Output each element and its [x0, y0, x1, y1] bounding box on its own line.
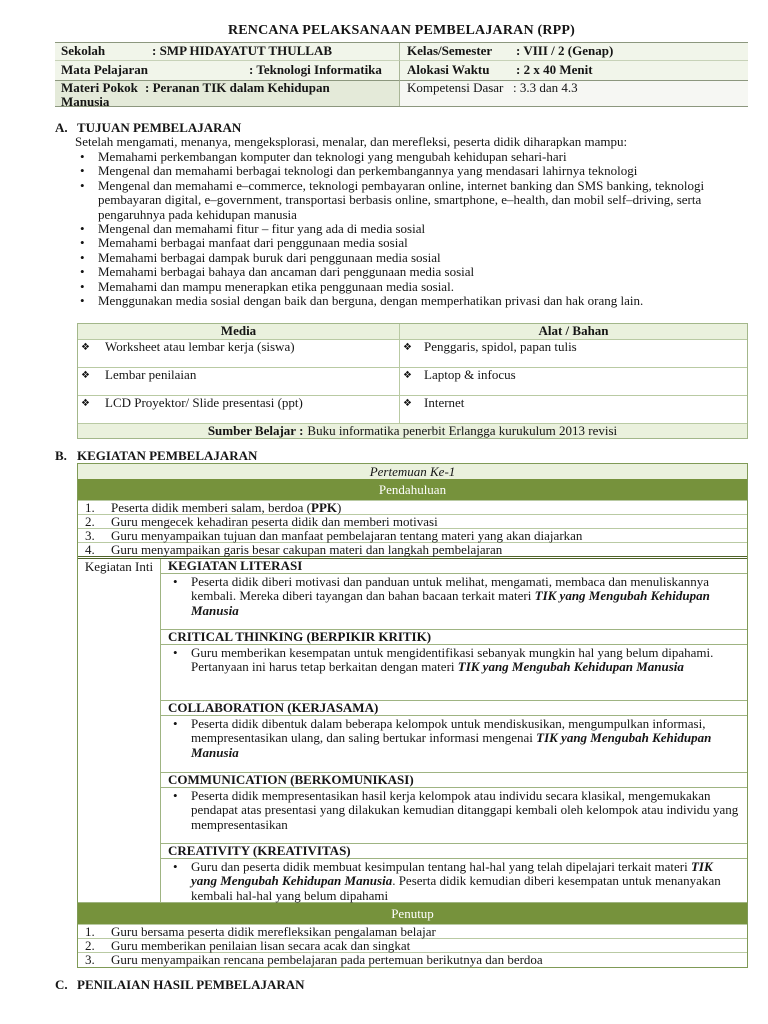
media-cell: [78, 340, 400, 367]
tools-header: Alat / Bahan: [538, 323, 609, 338]
closing-bar: Penutup: [78, 902, 747, 924]
critical-thinking-heading: CRITICAL THINKING (BERPIKIR KRITIK): [161, 629, 747, 645]
diamond-bullet-icon: ❖: [403, 398, 412, 409]
media-cell: [78, 396, 400, 423]
media-table: [77, 323, 748, 439]
diamond-bullet-icon: ❖: [81, 342, 90, 353]
introduction-row: [78, 528, 747, 542]
collaboration-heading: COLLABORATION (KERJASAMA): [161, 700, 747, 716]
basic-competency-label: Kompetensi Dasar: [407, 80, 504, 95]
activities-table: [77, 463, 748, 968]
learning-source-value: Buku informatika penerbit Erlangga kurukulum 2013 revisi: [307, 423, 618, 438]
section-b-heading: KEGIATAN PEMBELAJARAN: [77, 448, 258, 463]
critical-thinking-body: [161, 645, 747, 700]
meeting-label: Pertemuan Ke-1: [78, 464, 747, 479]
section-b-header: [55, 449, 748, 464]
bullet-dot-icon: •: [80, 264, 85, 280]
media-item: Worksheet atau lembar kerja (siswa): [105, 339, 295, 354]
media-cell: [78, 368, 400, 395]
diamond-bullet-icon: ❖: [403, 342, 412, 353]
bullet-dot-icon: •: [80, 149, 85, 164]
section-c-header: [55, 978, 748, 993]
row-number: 2.: [85, 514, 95, 529]
tools-cell: [400, 340, 747, 367]
collaboration-topic-emphasis: TIK yang Mengubah Kehidupan Manusia: [191, 730, 712, 760]
collaboration-text: Peserta didik dibentuk dalam beberapa kelompok untuk mendiskusikan, mengumpulkan informasi, mempresentasikan ulang, dan saling bertukar informasi mengenai: [191, 716, 706, 746]
bullet-dot-icon: •: [80, 235, 85, 251]
media-row: [78, 339, 747, 367]
closing-text: Guru menyampaikan rencana pembelajaran pada pertemuan berikutnya dan berdoa: [111, 952, 543, 967]
introduction-text-part: Peserta didik memberi salam, berdoa (: [111, 500, 311, 515]
bullet-dot-icon: •: [80, 221, 85, 237]
bullet-dot-icon: •: [173, 788, 178, 803]
creativity-text: Guru dan peserta didik membuat kesimpulan tentang hal-hal yang telah dipelajari terkait materi: [191, 859, 691, 874]
introduction-text: Guru mengecek kehadiran peserta didik dan memberi motivasi: [111, 514, 438, 529]
document-title: RENCANA PELAKSANAAN PEMBELAJARAN (RPP): [227, 23, 576, 38]
introduction-row: [78, 500, 747, 514]
section-c-heading: PENILAIAN HASIL PEMBELAJARAN: [77, 977, 305, 992]
diamond-bullet-icon: ❖: [403, 370, 412, 381]
objective-item: [80, 222, 748, 236]
core-activity-label: Kegiatan Inti: [78, 559, 161, 902]
bullet-dot-icon: •: [80, 177, 85, 193]
bullet-dot-icon: •: [173, 574, 178, 589]
objective-item: [80, 179, 748, 222]
basic-competency-cell: [400, 81, 748, 106]
introduction-text: Guru menyampaikan garis besar cakupan materi dan langkah pembelajaran: [111, 542, 503, 557]
media-row: [78, 395, 747, 423]
core-activity-block: [78, 559, 747, 902]
bullet-dot-icon: •: [80, 163, 85, 179]
objective-item: [80, 164, 748, 178]
row-number: 2.: [85, 938, 95, 953]
school-value: : SMP HIDAYATUT THULLAB: [152, 43, 333, 58]
subject-cell: [55, 61, 400, 81]
objectives-list: [80, 150, 748, 308]
media-item: Lembar penilaian: [105, 367, 197, 382]
section-a-heading: TUJUAN PEMBELAJARAN: [77, 120, 242, 135]
bullet-dot-icon: •: [173, 645, 178, 660]
school-cell: [55, 43, 400, 61]
section-b-letter: B.: [55, 448, 67, 463]
row-number: 3.: [85, 528, 95, 543]
subject-value: : Teknologi Informatika: [249, 62, 382, 77]
core-activity-content: [161, 559, 747, 902]
objective-item: [80, 150, 748, 164]
creativity-heading: CREATIVITY (KREATIVITAS): [161, 843, 747, 859]
objective-text: Mengenal dan memahami e–commerce, teknologi pembayaran online, internet banking dan SMS banking, teknologi pembayaran digital, e–government, transportasi berbasis online, smartphone, e–health, dan mobil self–driving, serta pengaruhnya pada kehidupan manusia: [98, 177, 705, 222]
objective-text: Memahami perkembangan komputer dan teknologi yang mengubah kehidupan sehari-hari: [98, 149, 567, 164]
subject-label: Mata Pelajaran: [61, 62, 149, 77]
media-header: Media: [78, 324, 400, 339]
introduction-text-close: ): [337, 500, 342, 515]
literacy-body: [161, 574, 747, 629]
creativity-body: [161, 859, 747, 902]
learning-source-row: [78, 423, 747, 438]
row-number: 1.: [85, 924, 95, 939]
main-topic-value: : Peranan TIK dalam Kehidupan Manusia: [61, 80, 330, 110]
media-item: LCD Proyektor/ Slide presentasi (ppt): [105, 395, 303, 410]
row-number: 1.: [85, 500, 95, 515]
closing-row: [78, 938, 747, 952]
tools-cell: [400, 368, 747, 395]
objective-item: [80, 236, 748, 250]
objective-text: Memahami berbagai manfaat dari penggunaan media sosial: [98, 235, 408, 251]
basic-competency-value: : 3.3 dan 4.3: [513, 80, 578, 95]
bullet-dot-icon: •: [80, 293, 85, 309]
main-topic-cell: [55, 80, 400, 110]
objective-text: Memahami dan mampu menerapkan etika penggunaan media sosial.: [98, 278, 454, 294]
critical-thinking-topic-emphasis: TIK yang Mengubah Kehidupan Manusia: [457, 659, 684, 675]
time-allocation-cell: [400, 61, 748, 81]
tools-item: Laptop & infocus: [424, 367, 516, 382]
identity-table: [55, 42, 748, 110]
school-label: Sekolah: [61, 43, 106, 58]
communication-body: [161, 788, 747, 843]
closing-row: [78, 924, 747, 938]
ppk-emphasis: PPK: [311, 500, 337, 515]
collaboration-body: [161, 716, 747, 772]
introduction-row: [78, 514, 747, 528]
learning-source-label: Sumber Belajar :: [207, 423, 304, 438]
closing-row: [78, 952, 747, 967]
objective-text: Memahami berbagai dampak buruk dari penggunaan media sosial: [98, 249, 441, 265]
introduction-text: Guru menyampaikan tujuan dan manfaat pembelajaran tentang materi yang akan diajarkan: [111, 528, 583, 543]
objective-item: [80, 251, 748, 265]
introduction-row: [78, 542, 747, 556]
objective-item: [80, 294, 748, 308]
time-allocation-label: Alokasi Waktu: [407, 62, 490, 77]
bullet-dot-icon: •: [173, 859, 178, 874]
main-topic-label: Materi Pokok: [61, 80, 138, 95]
class-semester-cell: [400, 43, 748, 61]
row-number: 3.: [85, 952, 95, 967]
literacy-heading: KEGIATAN LITERASI: [161, 559, 747, 574]
critical-thinking-text: Guru memberikan kesempatan untuk mengidentifikasi sebanyak mungkin hal yang belum dipahami. Pertanyaan ini harus tetap berkaitan dengan materi: [191, 645, 714, 675]
class-semester-value: : VIII / 2 (Genap): [516, 43, 614, 58]
bullet-dot-icon: •: [80, 249, 85, 265]
section-a-letter: A.: [55, 120, 68, 135]
main-topic-text: [61, 81, 351, 110]
literacy-topic-emphasis: TIK yang Mengubah Kehidupan Manusia: [191, 588, 710, 618]
tools-item: Penggaris, spidol, papan tulis: [424, 339, 577, 354]
time-allocation-value: : 2 x 40 Menit: [516, 62, 593, 77]
class-semester-label: Kelas/Semester: [407, 43, 493, 58]
introduction-bar: Pendahuluan: [78, 479, 747, 500]
objective-text: Mengenal dan memahami berbagai teknologi dan perkembangannya yang mendasari lahirnya teknologi: [98, 163, 638, 179]
tools-cell: [400, 396, 747, 423]
objective-text: Menggunakan media sosial dengan baik dan berguna, dengan memperhatikan privasi dan hak orang lain.: [98, 293, 644, 309]
media-row: [78, 367, 747, 395]
closing-text: Guru bersama peserta didik merefleksikan pengalaman belajar: [111, 924, 436, 939]
introduction-text: [111, 501, 747, 514]
objective-text: Mengenal dan memahami fitur – fitur yang ada di media sosial: [98, 221, 426, 237]
objective-item: [80, 280, 748, 294]
objective-text: Memahami berbagai bahaya dan ancaman dari penggunaan media sosial: [98, 264, 475, 280]
creativity-topic-emphasis: TIK yang Mengubah Kehidupan Manusia: [191, 859, 713, 889]
communication-text: Peserta didik mempresentasikan hasil kerja kelompok atau individu secara klasikal, mengemukakan pendapat atas presentasi yang dilakukan kemudian ditanggapi kembali oleh kelompok atau individu yang mempresentasikan: [191, 788, 739, 832]
bullet-dot-icon: •: [173, 716, 178, 731]
tools-item: Internet: [424, 395, 465, 410]
objective-item: [80, 265, 748, 279]
bullet-dot-icon: •: [80, 278, 85, 294]
creativity-text-after: . Peserta didik kemudian diberi kesempatan untuk menanyakan kembali hal-hal yang belum dipahami: [191, 873, 721, 903]
diamond-bullet-icon: ❖: [81, 370, 90, 381]
closing-text: Guru memberikan penilaian lisan secara acak dan singkat: [111, 938, 411, 953]
diamond-bullet-icon: ❖: [81, 398, 90, 409]
literacy-text: Peserta didik diberi motivasi dan panduan untuk melihat, mengamati, membaca dan menuliskannya kembali. Mereka diberi tayangan dan bahan bacaan terkait materi: [191, 574, 710, 604]
media-table-header: [78, 324, 747, 339]
objectives-intro: Setelah mengamati, menanya, mengeksplorasi, menalar, dan merefleksi, peserta didik diharapkan mampu:: [75, 134, 628, 149]
section-c-letter: C.: [55, 977, 68, 992]
communication-heading: COMMUNICATION (BERKOMUNIKASI): [161, 772, 747, 788]
row-number: 4.: [85, 542, 95, 557]
